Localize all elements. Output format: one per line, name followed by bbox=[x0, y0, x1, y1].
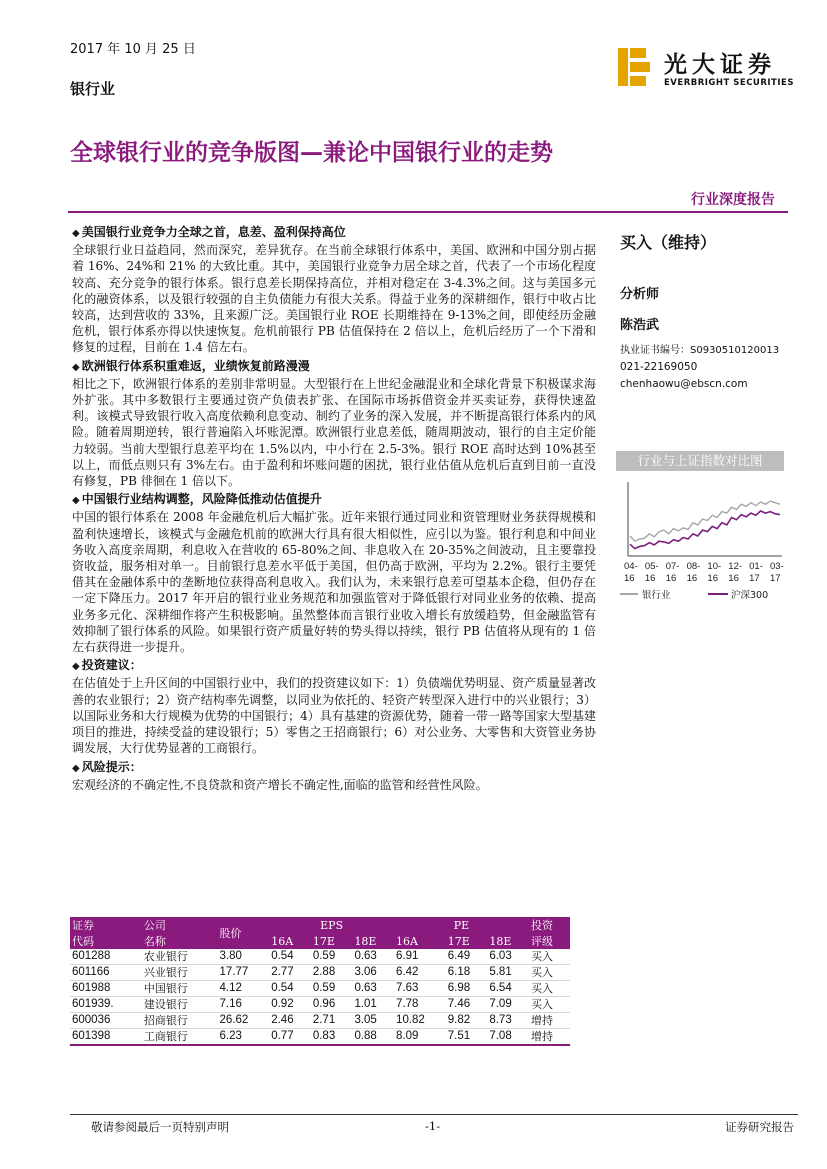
rating: 买入（维持） bbox=[620, 233, 717, 252]
cell-eps: 3.05 bbox=[352, 1013, 394, 1029]
analyst-label: 分析师 bbox=[620, 287, 660, 302]
table-row bbox=[70, 997, 570, 1013]
cell-eps: 0.59 bbox=[311, 949, 353, 965]
cell-pe: 7.46 bbox=[446, 997, 488, 1013]
cell-pe: 5.81 bbox=[487, 965, 529, 981]
cell-code: 601166 bbox=[70, 965, 142, 981]
header-eps-18e: 18E bbox=[352, 933, 394, 949]
header-pe-16a: 16A bbox=[394, 933, 446, 949]
report-date: 2017 年 10 月 25 日 bbox=[70, 42, 196, 57]
cell-code: 601288 bbox=[70, 949, 142, 965]
cell-eps: 1.01 bbox=[352, 997, 394, 1013]
company-logo bbox=[618, 46, 798, 90]
cell-eps: 0.92 bbox=[269, 997, 311, 1013]
chart-x-tick-label: 07- bbox=[665, 561, 680, 572]
header-name: 公司 bbox=[142, 917, 218, 933]
chart-x-tick-label: 10- bbox=[707, 561, 722, 572]
cell-price: 7.16 bbox=[218, 997, 270, 1013]
chart-title: 行业与上证指数对比图 bbox=[616, 451, 784, 471]
cell-pe: 6.18 bbox=[446, 965, 488, 981]
cell-eps: 2.88 bbox=[311, 965, 353, 981]
cell-eps: 2.77 bbox=[269, 965, 311, 981]
chart-x-tick-label: 08- bbox=[686, 561, 701, 572]
cell-rating: 买入 bbox=[529, 981, 570, 997]
title-divider bbox=[68, 211, 788, 213]
footer-divider bbox=[70, 1114, 798, 1115]
cell-pe: 6.98 bbox=[446, 981, 488, 997]
diamond-bullet-icon: ◆ bbox=[72, 361, 80, 373]
header-eps-16a: 16A bbox=[269, 933, 311, 949]
section-heading: ◆ 投资建议： bbox=[72, 658, 142, 673]
chart-x-tick-label: 16 bbox=[686, 573, 698, 584]
chart-x-tick-label: 16 bbox=[707, 573, 719, 584]
cell-pe: 6.49 bbox=[446, 949, 488, 965]
page-number: -1- bbox=[425, 1119, 441, 1133]
cell-pe: 6.91 bbox=[394, 949, 446, 965]
diamond-bullet-icon: ◆ bbox=[72, 228, 80, 239]
cell-eps: 0.83 bbox=[311, 1029, 353, 1046]
section-text: 宏观经济的不确定性,不良贷款和资产增长不确定性,面临的监管和经营性风险。 bbox=[72, 777, 488, 792]
footer-label: 证券研究报告 bbox=[725, 1120, 794, 1134]
table-row bbox=[70, 949, 570, 965]
header-pe-17e: 17E bbox=[446, 933, 488, 949]
section-text: 在估值处于上升区间的中国银行业中，我们的投资建议如下：1）负债端优势明显、资产质量显著改善的农业银行；2）资产结构率先调整，以同业为依托的、轻资产转型深入进行中的兴业银行；3）以国际业务和大行规模为优势的中国银行；4）具有基建的资源优势，随着一带一路等国家大型基建项目的推进，持续受益的建设银行；5）零售之王招商银行；6）对公业务、大零售和大资管业务协调发展，大行优势显著的工商银行。 bbox=[72, 676, 596, 756]
diamond-bullet-icon: ◆ bbox=[72, 762, 80, 774]
cell-eps: 0.59 bbox=[311, 981, 353, 997]
industry-label: 银行业 bbox=[70, 80, 116, 98]
cell-pe: 7.09 bbox=[487, 997, 529, 1013]
header-pe-18e: 18E bbox=[487, 933, 529, 949]
cell-eps: 0.54 bbox=[269, 981, 311, 997]
cell-name: 中国银行 bbox=[142, 981, 218, 997]
chart-x-tick-label: 04- bbox=[624, 561, 638, 572]
analyst-name: 陈浩武 bbox=[620, 318, 660, 333]
cell-price: 6.23 bbox=[218, 1029, 270, 1046]
cell-pe: 7.51 bbox=[446, 1029, 488, 1046]
chart-x-tick-label: 05- bbox=[644, 561, 659, 572]
sidebar bbox=[620, 230, 800, 390]
cell-pe: 8.09 bbox=[394, 1029, 446, 1046]
footer-disclaimer: 敬请参阅最后一页特别声明 bbox=[91, 1120, 229, 1134]
cell-rating: 买入 bbox=[529, 965, 570, 981]
cell-eps: 0.88 bbox=[352, 1029, 394, 1046]
summary-body bbox=[72, 222, 596, 793]
analyst-email[interactable]: chenhaowu@ebscn.com bbox=[620, 378, 748, 390]
cell-pe: 7.08 bbox=[487, 1029, 529, 1046]
header-pe: PE bbox=[394, 917, 529, 933]
chart-x-tick-label: 16 bbox=[665, 573, 677, 584]
section-europe bbox=[72, 358, 596, 490]
logo-text-cn: 光大证券 bbox=[664, 51, 776, 78]
cell-name: 农业银行 bbox=[142, 949, 218, 965]
cell-code: 601988 bbox=[70, 981, 142, 997]
section-text: 相比之下，欧洲银行体系的差别非常明显。大型银行在上世纪金融混业和全球化背景下积极谋求海外扩张。其中多数银行主要通过资产负债表扩张、在国际市场拆借资金并买卖证券，获得快速盈利。该模式导致银行收入高度依赖利息变动、制约了业务的深入发展，并不断提高银行体系内的风险。随着周期逆转，银行普遍陷入坏账泥潭。欧洲银行业息差低，随周期波动，银行的自主定价能力较弱。当前大型银行息差平均在 1.5%以内，中小行在 2.5-3%。银行 ROE 高时达到 10%甚至以上，而低点则只有 3%左右。由于盈利和坏账问题的困扰，银行业估值从危机后直到目前一直没有修复，PB 徘徊在 1 倍以下。 bbox=[72, 376, 596, 489]
chart-x-tick-label: 16 bbox=[644, 573, 656, 584]
cell-name: 兴业银行 bbox=[142, 965, 218, 981]
diamond-bullet-icon: ◆ bbox=[72, 661, 80, 673]
logo-text-en: EVERBRIGHT SECURITIES bbox=[664, 78, 794, 88]
header-eps-17e: 17E bbox=[311, 933, 353, 949]
cell-rating: 增持 bbox=[529, 1013, 570, 1029]
table-row bbox=[70, 1029, 570, 1046]
chart-x-tick-label: 03- bbox=[770, 561, 784, 572]
cell-pe: 9.82 bbox=[446, 1013, 488, 1029]
chart-x-ticks bbox=[624, 561, 784, 584]
cell-rating: 买入 bbox=[529, 949, 570, 965]
cell-eps: 0.54 bbox=[269, 949, 311, 965]
certificate-number: 执业证书编号：S0930510120013 bbox=[620, 345, 780, 356]
chart-series-line-bank bbox=[630, 501, 780, 541]
header-code-2: 代码 bbox=[70, 933, 142, 949]
header-price: 股价 bbox=[218, 917, 270, 949]
cell-code: 601398 bbox=[70, 1029, 142, 1046]
section-risk bbox=[72, 759, 596, 793]
cell-pe: 7.78 bbox=[394, 997, 446, 1013]
stock-table bbox=[70, 917, 570, 1046]
header-rating-2: 评级 bbox=[529, 933, 570, 949]
section-heading: ◆ 中国银行业结构调整，风险降低推动估值提升 bbox=[72, 492, 322, 507]
chart-x-tick-label: 12- bbox=[728, 561, 743, 572]
cell-rating: 增持 bbox=[529, 1029, 570, 1046]
header-name-2: 名称 bbox=[142, 933, 218, 949]
legend-label-bank: 银行业 bbox=[642, 590, 671, 601]
section-heading: ◆ 美国银行业竞争力全球之首，息差、盈利保持高位 bbox=[72, 225, 346, 239]
cell-pe: 10.82 bbox=[394, 1013, 446, 1029]
legend-label-hs300: 沪深300 bbox=[731, 590, 769, 601]
report-type: 行业深度报告 bbox=[691, 192, 775, 208]
cell-price: 26.62 bbox=[218, 1013, 270, 1029]
chart-lines bbox=[630, 501, 780, 548]
analyst-phone: 021-22169050 bbox=[620, 361, 698, 373]
cell-code: 601939. bbox=[70, 997, 142, 1013]
section-investment bbox=[72, 657, 596, 756]
report-title: 全球银行业的竞争版图—兼论中国银行业的走势 bbox=[70, 140, 553, 166]
header-rating: 投资 bbox=[529, 917, 570, 933]
chart-x-tick-label: 17 bbox=[749, 573, 760, 584]
chart-x-tick-label: 16 bbox=[624, 573, 635, 584]
cell-name: 招商银行 bbox=[142, 1013, 218, 1029]
cell-pe: 6.42 bbox=[394, 965, 446, 981]
cell-price: 4.12 bbox=[218, 981, 270, 997]
chart-axes bbox=[628, 482, 782, 556]
table-row bbox=[70, 965, 570, 981]
cell-eps: 0.63 bbox=[352, 981, 394, 997]
header-code: 证券 bbox=[70, 917, 142, 933]
section-china bbox=[72, 491, 596, 655]
cell-rating: 买入 bbox=[529, 997, 570, 1013]
cell-eps: 0.96 bbox=[311, 997, 353, 1013]
cell-name: 工商银行 bbox=[142, 1029, 218, 1046]
cell-eps: 3.06 bbox=[352, 965, 394, 981]
header-eps: EPS bbox=[269, 917, 394, 933]
table-row bbox=[70, 981, 570, 997]
cell-eps: 0.63 bbox=[352, 949, 394, 965]
everbright-logo-icon bbox=[618, 48, 652, 86]
cell-name: 建设银行 bbox=[142, 997, 218, 1013]
chart-x-tick-label: 01- bbox=[749, 561, 763, 572]
cell-eps: 0.77 bbox=[269, 1029, 311, 1046]
section-heading: ◆ 欧洲银行体系积重难返，业绩恢复前路漫漫 bbox=[72, 358, 310, 373]
section-heading: ◆ 风险提示： bbox=[72, 759, 142, 774]
cell-eps: 2.71 bbox=[311, 1013, 353, 1029]
cell-pe: 8.73 bbox=[487, 1013, 529, 1029]
chart-x-tick-label: 17 bbox=[770, 573, 781, 584]
chart-x-tick-label: 16 bbox=[728, 573, 739, 584]
section-text: 中国的银行体系在 2008 年金融危机后大幅扩张。近年来银行通过同业和资管理财业务获得规模和盈利快速增长，该模式与金融危机前的欧洲大行具有很大相似性，应引以为鉴。银行利息和中间业务收入高度亲周期，利息收入在营收的 65-80%之间、非息收入在 20-35%之间波动，且主要靠投资收益，服务相对单一。目前银行息差水平低于美国，但仍高于欧洲，平均为 2.2%。银行主要凭借其在金融体系中的垄断地位获得高利息收入。我们认为，未来银行息差可望基本企稳，但仍存在一定下降压力。2017 年开启的银行业业务规范和加强监管对于降低银行对同业业务的依赖、提高业务多元化、深耕细作将产生积极影响。虽然整体而言银行业收入增长有放缓趋势，但金融监管有效抑制了银行体系的风险。如果银行资产质量好转的势头得以持续，银行 PB 估值将从现有的 1 倍左右获得进一步提升。 bbox=[72, 510, 596, 655]
cell-pe: 7.63 bbox=[394, 981, 446, 997]
cell-code: 600036 bbox=[70, 1013, 142, 1029]
section-text: 全球银行业日益趋同，然而深究，差异犹存。在当前全球银行体系中，美国、欧洲和中国分别占据着 16%、24%和 21% 的大致比重。其中，美国银行业竞争力居全球之首，代表了一个市场化程度较高、充分竞争的银行体系。银行息差长期保持高位，并相对稳定在 3-4.3%之间。这与美国多元化的融资体系，以及银行较强的自主负债能力有很大关系。得益于业务的深耕细作，银行中收占比较高，达到营收的 33%，且来源广泛。美国银行业 ROE 长期维持在 9-13%之间，即使经历金融危机，银行体系亦得以快速恢复。危机前银行 PB 估值保持在 2 倍以上，危机后经历了一个下滑和修复的过程，目前在 1.4 倍左右。 bbox=[72, 243, 596, 355]
chart-legend bbox=[620, 589, 768, 601]
chart-series-line-hs300 bbox=[630, 511, 780, 549]
cell-pe: 6.03 bbox=[487, 949, 529, 965]
section-us bbox=[72, 224, 596, 356]
cell-eps: 2.46 bbox=[269, 1013, 311, 1029]
industry-vs-index-chart bbox=[616, 476, 788, 610]
table-row bbox=[70, 1013, 570, 1029]
cell-pe: 6.54 bbox=[487, 981, 529, 997]
cell-price: 3.80 bbox=[218, 949, 270, 965]
diamond-bullet-icon: ◆ bbox=[72, 495, 80, 507]
cell-price: 17.77 bbox=[218, 965, 270, 981]
